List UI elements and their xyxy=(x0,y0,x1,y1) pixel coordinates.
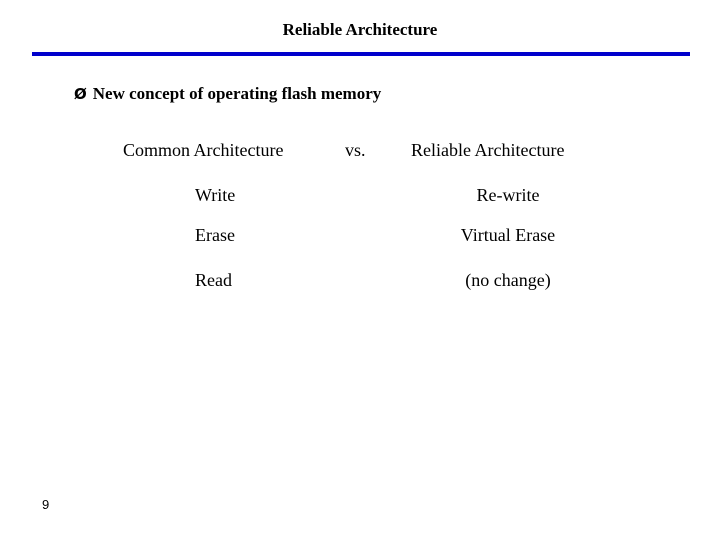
arrow-bullet-icon: Ø xyxy=(74,85,87,103)
page-number: 9 xyxy=(42,497,50,512)
common-op-read: Read xyxy=(195,270,232,290)
reliable-op-rewrite: Re-write xyxy=(476,185,540,205)
reliable-architecture-header: Reliable Architecture xyxy=(411,140,565,160)
reliable-op-no-change: (no change) xyxy=(465,270,551,290)
bullet-text: New concept of operating flash memory xyxy=(92,84,382,103)
slide-title: Reliable Architecture xyxy=(282,20,438,39)
versus-label: vs. xyxy=(345,140,366,160)
common-op-write: Write xyxy=(195,185,236,205)
bullet-point xyxy=(74,84,381,104)
common-op-erase: Erase xyxy=(195,225,235,245)
title-divider xyxy=(32,52,690,56)
common-architecture-header: Common Architecture xyxy=(123,140,284,160)
reliable-op-virtual-erase: Virtual Erase xyxy=(460,225,556,245)
